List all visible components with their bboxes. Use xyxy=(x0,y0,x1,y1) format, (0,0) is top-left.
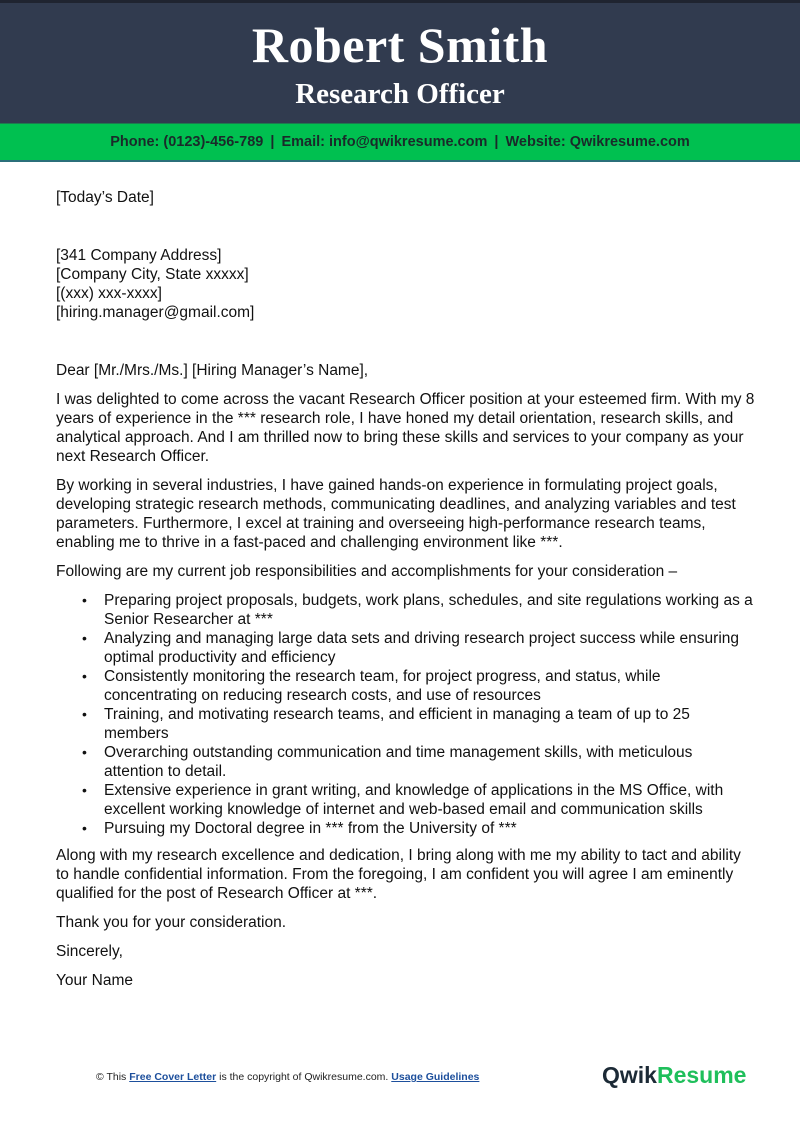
qwikresume-logo xyxy=(602,1062,746,1089)
bullet-icon: • xyxy=(82,592,87,608)
body-paragraph: I was delighted to come across the vacant Research Officer position at your esteemed firm. With my 8 years of experience in the *** research role, I have honed my detail orientation, research skills, and analytical approach. And I am thrilled now to bring these skills and services to your company as your next Research Officer. xyxy=(56,391,755,465)
copyright-note xyxy=(96,1071,479,1083)
body-paragraph: By working in several industries, I have gained hands-on experience in formulating project goals, developing strategic research methods, communicating deadlines, and analyzing variables and test parameters. Furthermore, I excel at training and overseeing high-performance research teams, enabling me to thrive in a fast-paced and challenging environment like ***. xyxy=(56,477,736,551)
bullet-icon: • xyxy=(82,820,87,836)
separator: | xyxy=(270,134,275,150)
recipient-address xyxy=(56,246,756,322)
separator: | xyxy=(494,134,499,150)
list-item xyxy=(82,705,756,743)
bullet-icon: • xyxy=(82,668,87,684)
list-item xyxy=(82,629,756,667)
recipient-line: [(xxx) xxx-xxxx] xyxy=(56,285,162,302)
closing-paragraph: Along with my research excellence and dedication, I bring along with me my ability to tact and ability to handle confidential information. From the foregoing, I am confident you will agree I am eminently qualified for the post of Research Officer at ***. xyxy=(56,847,741,902)
list-item xyxy=(82,667,756,705)
list-item-text: Training, and motivating research teams, and efficient in managing a team of up to 25 members xyxy=(104,706,690,742)
responsibilities-list xyxy=(56,591,756,838)
candidate-name: Robert Smith xyxy=(251,17,549,73)
list-item xyxy=(82,781,756,819)
header-banner xyxy=(0,0,800,123)
bullet-icon: • xyxy=(82,744,87,760)
bullet-icon: • xyxy=(82,782,87,798)
bullet-icon: • xyxy=(82,706,87,722)
list-item xyxy=(82,591,756,629)
thanks-line: Thank you for your consideration. xyxy=(56,914,287,931)
job-title: Research Officer xyxy=(295,78,505,110)
signoff: Sincerely, xyxy=(56,943,123,960)
logo-part-qwik: Qwik xyxy=(602,1062,657,1088)
contact-bar xyxy=(0,123,800,162)
logo-part-resume: Resume xyxy=(656,1062,747,1088)
letter-date: [Today’s Date] xyxy=(56,189,154,206)
letter-body xyxy=(56,188,756,1000)
list-item-text: Extensive experience in grant writing, and knowledge of applications in the MS Office, with excellent working knowledge of internet and web-based email and communication skills xyxy=(104,782,724,818)
free-cover-letter-link[interactable]: Free Cover Letter xyxy=(129,1071,217,1083)
copyright-prefix: © This xyxy=(96,1071,127,1083)
bullet-icon: • xyxy=(82,630,87,646)
list-item-text: Analyzing and managing large data sets and driving research project success while ensuring optimal productivity and efficiency xyxy=(104,630,740,666)
usage-guidelines-link[interactable]: Usage Guidelines xyxy=(391,1071,480,1083)
contact-email: Email: info@qwikresume.com xyxy=(281,134,488,150)
list-item-text: Overarching outstanding communication and time management skills, with meticulous attention to detail. xyxy=(104,744,693,780)
greeting: Dear [Mr./Mrs./Ms.] [Hiring Manager’s Name], xyxy=(56,362,369,379)
list-item-text: Consistently monitoring the research team, for project progress, and status, while concentrating on reducing research costs, and use of resources xyxy=(104,668,661,704)
list-item-text: Pursuing my Doctoral degree in *** from the University of *** xyxy=(104,820,517,837)
list-item-text: Preparing project proposals, budgets, work plans, schedules, and site regulations working as a Senior Researcher at *** xyxy=(104,592,753,628)
list-item xyxy=(82,743,756,781)
contact-website: Website: Qwikresume.com xyxy=(505,134,690,150)
list-item xyxy=(82,819,756,838)
recipient-line: [341 Company Address] xyxy=(56,247,222,264)
recipient-line: [hiring.manager@gmail.com] xyxy=(56,304,255,321)
contact-phone: Phone: (0123)-456-789 xyxy=(110,134,264,150)
body-paragraph: Following are my current job responsibilities and accomplishments for your consideration – xyxy=(56,563,678,580)
signature: Your Name xyxy=(56,972,133,989)
recipient-line: [Company City, State xxxxx] xyxy=(56,266,249,283)
copyright-middle: is the copyright of Qwikresume.com. xyxy=(219,1071,389,1083)
